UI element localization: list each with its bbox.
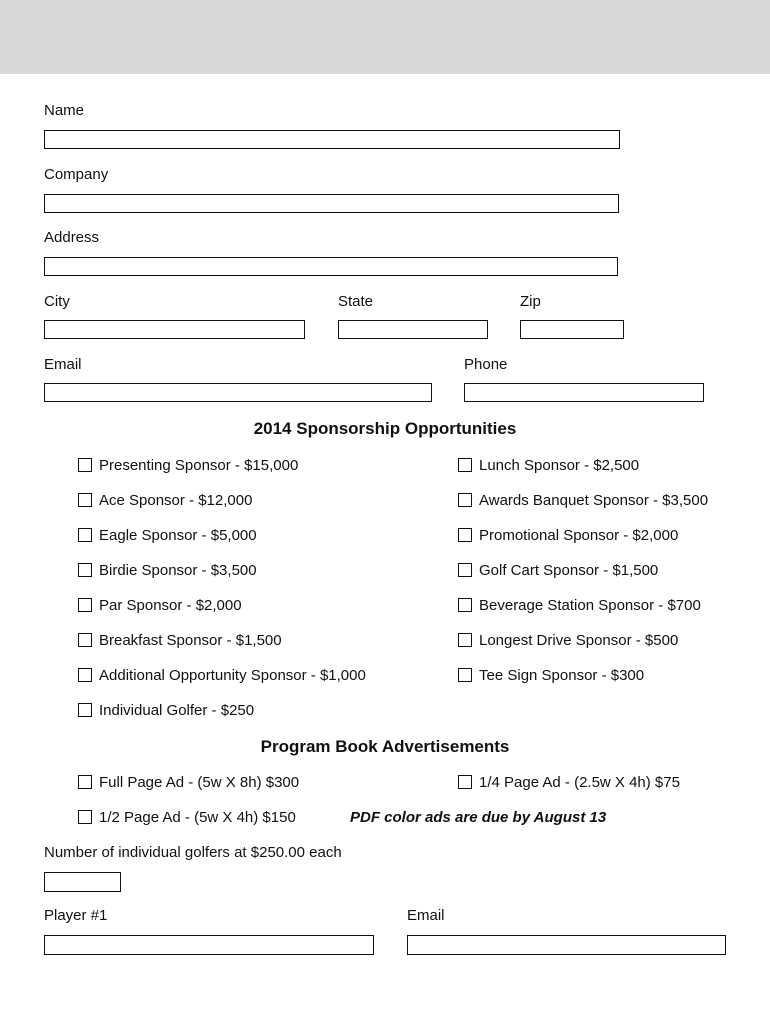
option-label: Tee Sign Sponsor - $300 (479, 666, 645, 684)
checkbox[interactable] (458, 458, 472, 472)
breakfast-sponsor-option[interactable] (78, 631, 282, 649)
par-sponsor-option[interactable] (78, 596, 242, 614)
lunch-sponsor-option[interactable] (458, 456, 639, 474)
longest-drive-sponsor-option[interactable] (458, 631, 678, 649)
additional-opportunity-sponsor-option[interactable] (78, 666, 366, 684)
player1-label: Player #1 (44, 907, 108, 924)
city-input[interactable] (44, 320, 305, 339)
state-input[interactable] (338, 320, 488, 339)
checkbox[interactable] (458, 493, 472, 507)
quarter-page-ad-option[interactable] (458, 773, 680, 791)
zip-label: Zip (520, 293, 541, 310)
presenting-sponsor-option[interactable] (78, 456, 298, 474)
checkbox[interactable] (458, 598, 472, 612)
checkbox[interactable] (78, 668, 92, 682)
option-label: Golf Cart Sponsor - $1,500 (479, 561, 659, 579)
option-label: Longest Drive Sponsor - $500 (479, 631, 679, 649)
checkbox[interactable] (458, 563, 472, 577)
option-label: 1/4 Page Ad - (2.5w X 4h) $75 (479, 773, 680, 791)
option-label: Lunch Sponsor - $2,500 (479, 456, 640, 474)
header-bar (0, 0, 770, 74)
name-label: Name (44, 102, 85, 119)
individual-golfer-option[interactable] (78, 701, 254, 719)
checkbox[interactable] (78, 810, 92, 824)
full-page-ad-option[interactable] (78, 773, 299, 791)
state-label: State (338, 293, 374, 310)
checkbox[interactable] (78, 458, 92, 472)
half-page-ad-option[interactable] (78, 808, 296, 826)
sponsorship-heading: 2014 Sponsorship Opportunities (253, 419, 517, 438)
option-label: Presenting Sponsor - $15,000 (99, 456, 299, 474)
ad-deadline-note: PDF color ads are due by August 13 (350, 809, 607, 826)
option-label: Awards Banquet Sponsor - $3,500 (479, 491, 709, 509)
golf-cart-sponsor-option[interactable] (458, 561, 658, 579)
option-label: Birdie Sponsor - $3,500 (99, 561, 257, 579)
checkbox[interactable] (458, 775, 472, 789)
player1-input[interactable] (44, 935, 374, 955)
player1-email-input[interactable] (407, 935, 726, 955)
checkbox[interactable] (458, 633, 472, 647)
tee-sign-sponsor-option[interactable] (458, 666, 644, 684)
name-input[interactable] (44, 130, 620, 149)
option-label: Beverage Station Sponsor - $700 (479, 596, 701, 614)
option-label: Breakfast Sponsor - $1,500 (99, 631, 282, 649)
golfer-count-label: Number of individual golfers at $250.00 each (44, 844, 342, 861)
email-label: Email (44, 356, 82, 373)
option-label: Individual Golfer - $250 (99, 701, 255, 719)
advertisements-heading: Program Book Advertisements (260, 737, 510, 756)
option-label: Additional Opportunity Sponsor - $1,000 (99, 666, 366, 684)
player1-email-label: Email (407, 907, 445, 924)
company-input[interactable] (44, 194, 619, 213)
ace-sponsor-option[interactable] (78, 491, 252, 509)
checkbox[interactable] (78, 563, 92, 577)
checkbox[interactable] (78, 598, 92, 612)
checkbox[interactable] (458, 528, 472, 542)
golfer-count-input[interactable] (44, 872, 121, 892)
promotional-sponsor-option[interactable] (458, 526, 678, 544)
awards-banquet-sponsor-option[interactable] (458, 491, 708, 509)
checkbox[interactable] (78, 775, 92, 789)
option-label: Eagle Sponsor - $5,000 (99, 526, 257, 544)
option-label: Promotional Sponsor - $2,000 (479, 526, 679, 544)
phone-label: Phone (464, 356, 508, 373)
checkbox[interactable] (78, 633, 92, 647)
address-label: Address (44, 229, 100, 246)
option-label: Par Sponsor - $2,000 (99, 596, 242, 614)
checkbox[interactable] (78, 528, 92, 542)
beverage-station-sponsor-option[interactable] (458, 596, 701, 614)
address-input[interactable] (44, 257, 618, 276)
checkbox[interactable] (458, 668, 472, 682)
phone-input[interactable] (464, 383, 704, 402)
eagle-sponsor-option[interactable] (78, 526, 257, 544)
checkbox[interactable] (78, 493, 92, 507)
birdie-sponsor-option[interactable] (78, 561, 257, 579)
checkbox[interactable] (78, 703, 92, 717)
email-input[interactable] (44, 383, 432, 402)
option-label: Full Page Ad - (5w X 8h) $300 (99, 773, 300, 791)
company-label: Company (44, 166, 109, 183)
option-label: 1/2 Page Ad - (5w X 4h) $150 (99, 808, 296, 826)
option-label: Ace Sponsor - $12,000 (99, 491, 253, 509)
zip-input[interactable] (520, 320, 624, 339)
city-label: City (44, 293, 70, 310)
